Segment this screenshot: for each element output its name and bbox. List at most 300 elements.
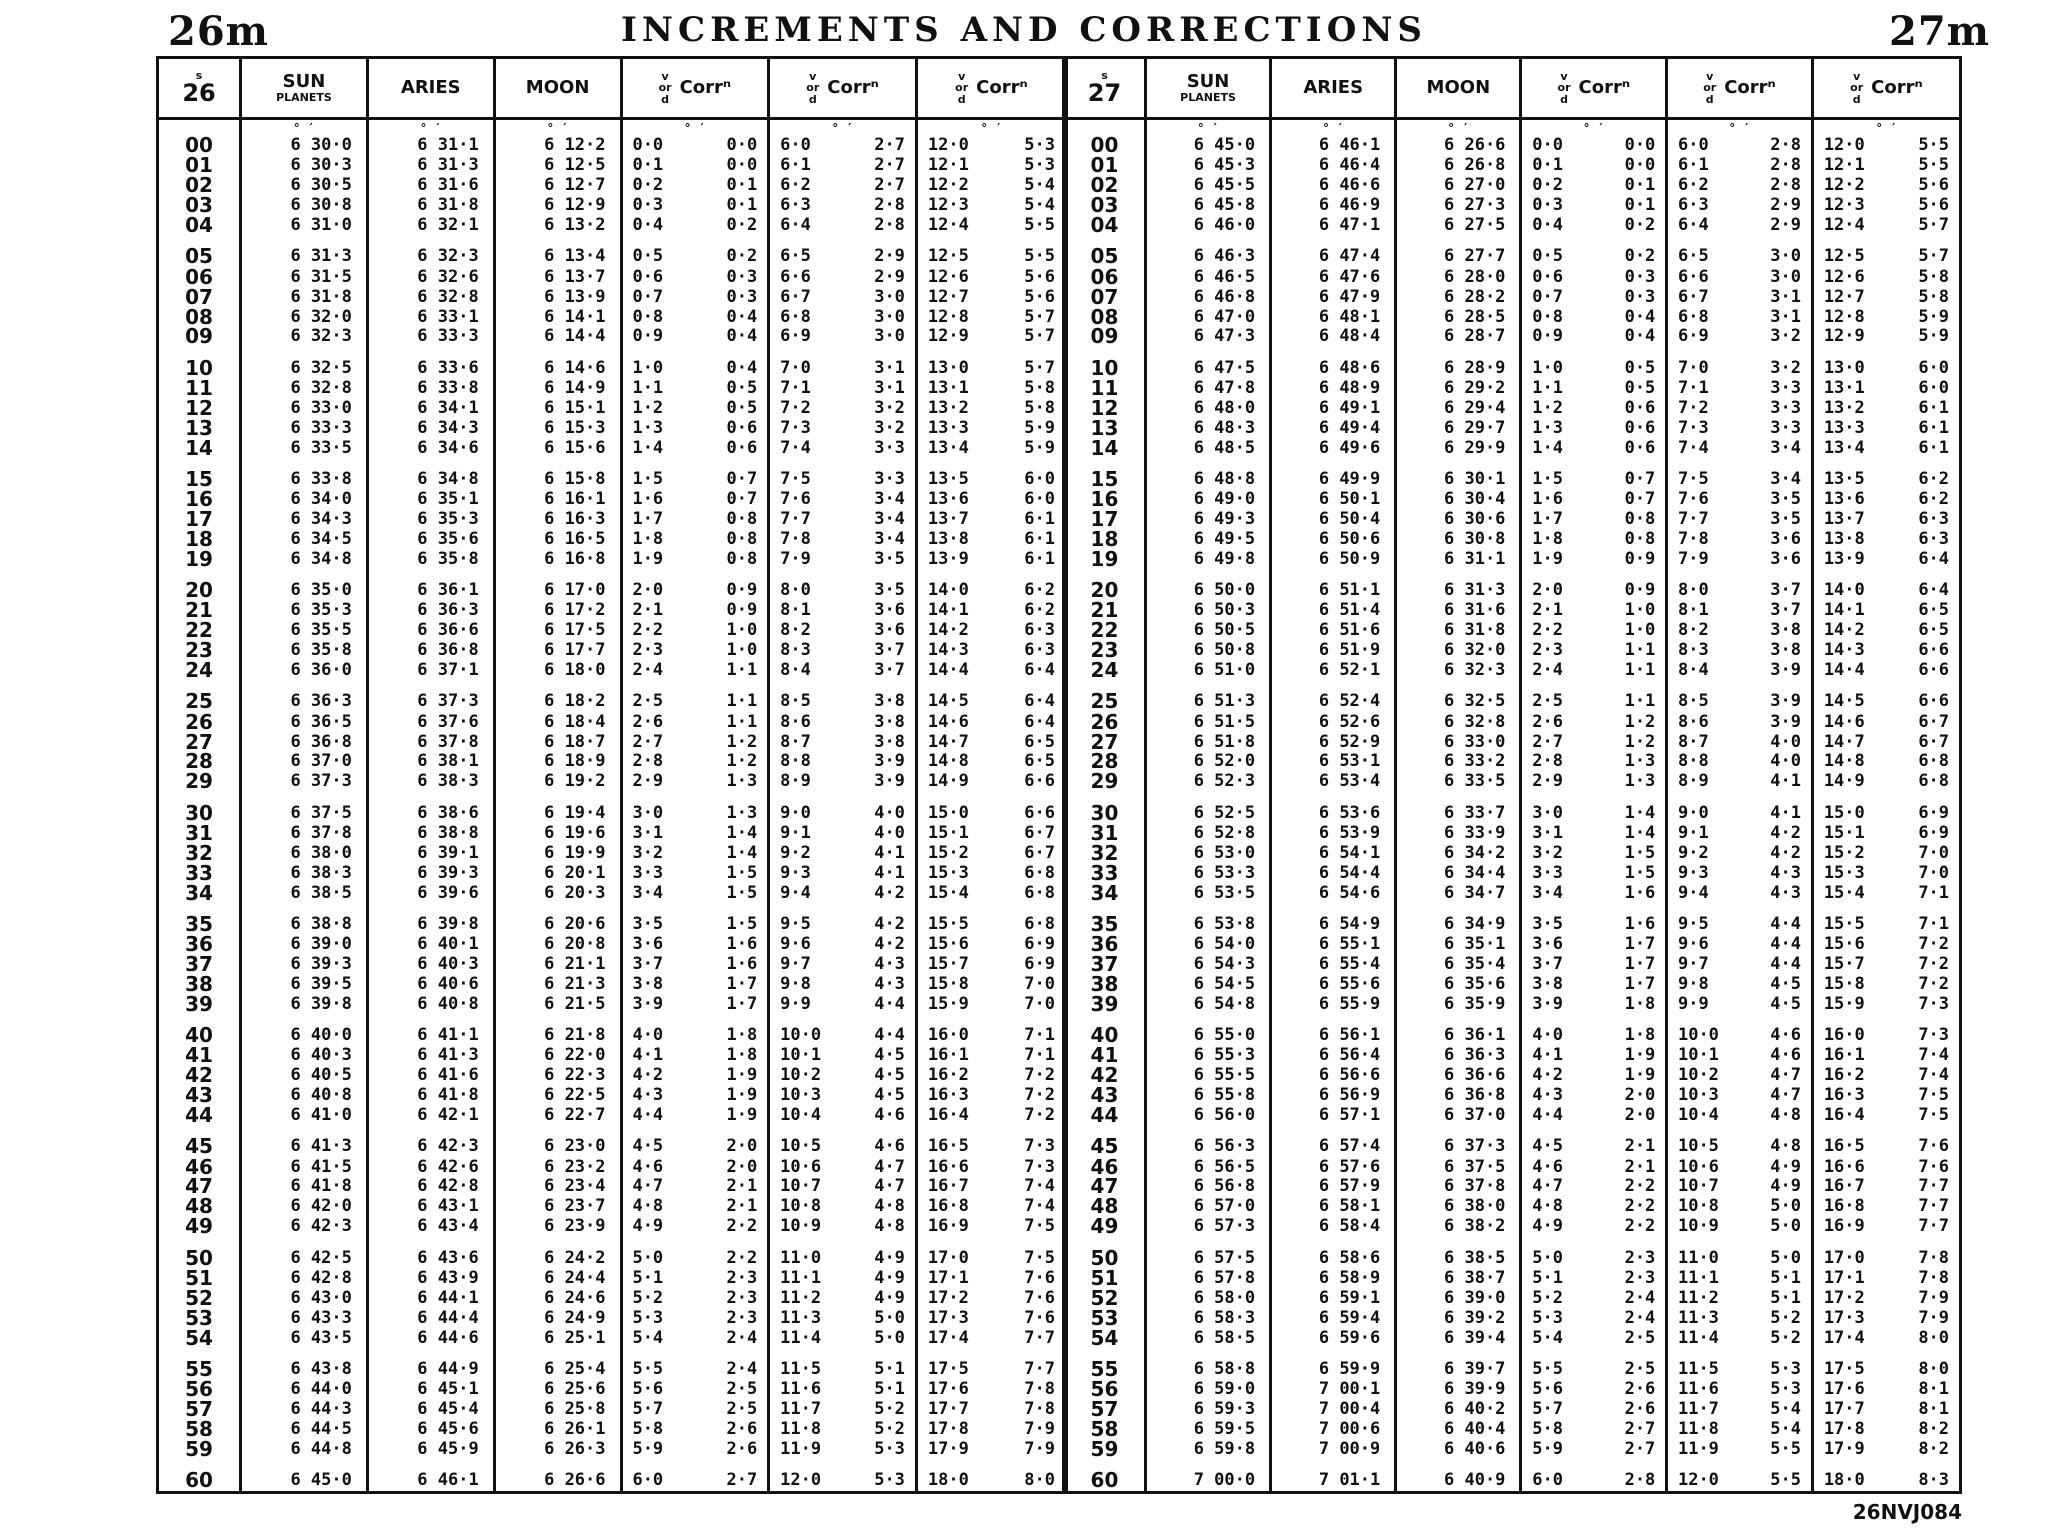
v-or-d-value: 6·7	[780, 286, 811, 307]
corr-value: 2·2	[1624, 1176, 1656, 1197]
aries-cell: 6 54·1	[1271, 843, 1396, 863]
corr-value: 1·3	[726, 802, 758, 823]
aries-cell: 6 31·3	[367, 156, 494, 176]
corr-value: 4·4	[1770, 934, 1802, 955]
v-or-d-value: 12·9	[1823, 326, 1865, 347]
correction-cell	[621, 156, 769, 176]
v-or-d-value: 11·1	[780, 1267, 822, 1288]
corr-value: 4·6	[874, 1136, 905, 1157]
v-or-d-value: 4·6	[632, 1156, 664, 1177]
corr-value: 8·1	[1918, 1398, 1950, 1419]
correction-cell	[621, 1157, 769, 1177]
aries-cell: 6 34·6	[367, 438, 494, 458]
corr-value: 6·8	[1024, 862, 1055, 883]
seconds-cell: 53	[159, 1308, 241, 1328]
corr-value: 4·1	[874, 842, 905, 863]
seconds-cell: 36	[1065, 935, 1145, 955]
aries-cell: 6 33·3	[367, 327, 494, 347]
correction-cell	[1667, 641, 1813, 661]
correction-cell	[1521, 1268, 1667, 1288]
corr-value: 0·8	[726, 548, 758, 569]
correction-cell	[1812, 792, 1959, 823]
v-or-d-value: 16·5	[1823, 1136, 1865, 1157]
v-or-d-value: 1·4	[632, 437, 664, 458]
corr-value: 5·8	[1918, 286, 1950, 307]
corr-value: 3·0	[874, 326, 905, 347]
moon-cell: 6 28·2	[1396, 287, 1521, 307]
v-or-d-value: 8·9	[780, 771, 811, 792]
seconds-cell: 45	[1065, 1126, 1145, 1157]
seconds-cell: 01	[1065, 156, 1145, 176]
sun-planets-cell: 6 47·5	[1145, 347, 1270, 378]
corr-value: 6·5	[1024, 751, 1055, 772]
corr-value: 0·7	[726, 489, 758, 510]
correction-cell	[1667, 287, 1813, 307]
sun-planets-cell: 6 34·0	[241, 490, 368, 510]
corr-value: 2·1	[1624, 1156, 1656, 1177]
correction-cell	[1812, 1157, 1959, 1177]
correction-cell	[1812, 176, 1959, 196]
sun-planets-cell: 6 57·0	[1145, 1197, 1270, 1217]
v-or-d-value: 17·7	[1823, 1398, 1865, 1419]
correction-cell	[1812, 935, 1959, 955]
correction-cell	[916, 792, 1065, 823]
correction-cell	[1812, 641, 1959, 661]
corr-value: 7·2	[1918, 973, 1950, 994]
aries-cell: 7 00·9	[1271, 1439, 1396, 1459]
v-or-d-value: 2·0	[1532, 580, 1563, 601]
seconds-cell: 23	[159, 641, 241, 661]
moon-cell: 6 26·3	[494, 1439, 621, 1459]
v-or-d-value: 17·1	[927, 1267, 969, 1288]
seconds-cell: 16	[159, 490, 241, 510]
corr-value: 5·9	[1024, 437, 1055, 458]
v-or-d-value: 5·1	[1532, 1267, 1563, 1288]
correction-cell	[1812, 1106, 1959, 1126]
v-or-d-value: 2·6	[632, 711, 664, 732]
seconds-cell: 60	[159, 1459, 241, 1491]
correction-cell	[916, 935, 1065, 955]
aries-cell: 6 44·6	[367, 1328, 494, 1348]
v-or-d-value: 16·2	[1823, 1065, 1865, 1086]
unit-mark-cell: ° ′	[1396, 119, 1521, 137]
table-row	[1065, 267, 1959, 287]
corr-value: 2·1	[726, 1176, 758, 1197]
correction-cell	[916, 156, 1065, 176]
moon-cell: 6 15·8	[494, 458, 621, 489]
aries-cell: 6 38·6	[367, 792, 494, 823]
table-row	[1065, 156, 1959, 176]
corr-value: 5·9	[1918, 326, 1950, 347]
correction-cell	[1667, 176, 1813, 196]
seconds-cell: 08	[1065, 307, 1145, 327]
correction-cell	[916, 1399, 1065, 1419]
unit-mark-cell: ° ′	[1667, 119, 1813, 137]
correction-cell	[621, 196, 769, 216]
table-row	[1065, 863, 1959, 883]
moon-cell: 6 17·7	[494, 641, 621, 661]
table-row	[159, 601, 1065, 621]
v-or-d-value: 0·4	[1532, 215, 1563, 236]
correction-cell	[769, 378, 917, 398]
corr-label: Corrⁿ	[1871, 76, 1923, 98]
sun-planets-cell: 6 44·5	[241, 1419, 368, 1439]
moon-cell: 6 27·0	[1396, 176, 1521, 196]
corr-value: 8·3	[1918, 1470, 1950, 1491]
v-or-d-value: 8·6	[1677, 711, 1709, 732]
correction-cell	[621, 843, 769, 863]
v-or-d-value: 17·9	[927, 1438, 969, 1459]
corr-value: 0·5	[726, 397, 758, 418]
table-row	[1065, 955, 1959, 975]
moon-cell: 6 21·3	[494, 974, 621, 994]
v-or-d-value: 2·5	[632, 691, 664, 712]
table-row	[159, 863, 1065, 883]
corr-value: 4·2	[1770, 842, 1802, 863]
moon-cell: 6 25·8	[494, 1399, 621, 1419]
sun-planets-cell: 6 48·5	[1145, 438, 1270, 458]
corr-value: 3·6	[1770, 528, 1802, 549]
seconds-cell: 50	[1065, 1237, 1145, 1268]
correction-cell	[769, 883, 917, 903]
correction-cell	[621, 1268, 769, 1288]
correction-cell	[621, 549, 769, 569]
correction-cell	[1667, 418, 1813, 438]
correction-cell	[1667, 863, 1813, 883]
v-or-d-value: 13·8	[1823, 528, 1865, 549]
corr-value: 3·8	[1770, 620, 1802, 641]
sun-planets-cell: 6 43·8	[241, 1348, 368, 1379]
corr-value: 4·9	[874, 1247, 905, 1268]
table-row	[1065, 307, 1959, 327]
corr-value: 0·8	[726, 509, 758, 530]
corr-value: 4·9	[874, 1267, 905, 1288]
seconds-cell: 48	[159, 1197, 241, 1217]
sun-planets-cell: 6 39·5	[241, 974, 368, 994]
correction-cell	[621, 236, 769, 267]
corr-value: 1·7	[726, 973, 758, 994]
moon-cell: 6 16·5	[494, 530, 621, 550]
moon-cell: 6 13·4	[494, 236, 621, 267]
sun-planets-cell: 6 41·5	[241, 1157, 368, 1177]
v-or-d-value: 13·2	[1823, 397, 1865, 418]
correction-cell	[1812, 1086, 1959, 1106]
correction-cell	[916, 398, 1065, 418]
v-or-d-value: 4·6	[1532, 1156, 1563, 1177]
v-or-d-value: 0·7	[1532, 286, 1563, 307]
v-or-d-value: 9·5	[780, 913, 811, 934]
v-or-d-value: 4·4	[632, 1105, 664, 1126]
v-or-d-value: 11·3	[780, 1307, 822, 1328]
v-or-d-value: 0·2	[1532, 175, 1563, 196]
aries-cell: 6 48·4	[1271, 327, 1396, 347]
correction-cell	[1667, 903, 1813, 934]
correction-cell	[621, 216, 769, 236]
sun-planets-cell: 6 30·5	[241, 176, 368, 196]
v-or-d-value: 15·6	[1823, 934, 1865, 955]
corr-value: 5·2	[874, 1418, 905, 1439]
v-or-d-value: 4·1	[1532, 1045, 1563, 1066]
sun-planets-cell: 6 47·8	[1145, 378, 1270, 398]
v-or-d-value: 17·7	[927, 1398, 969, 1419]
v-or-d-value: 5·8	[632, 1418, 664, 1439]
v-or-d-value: 15·1	[927, 822, 969, 843]
sun-planets-cell: 6 32·5	[241, 347, 368, 378]
corr-value: 7·5	[1024, 1247, 1055, 1268]
seconds-cell: 22	[1065, 621, 1145, 641]
corr-value: 0·9	[1624, 548, 1656, 569]
seconds-cell: 01	[159, 156, 241, 176]
correction-cell	[769, 267, 917, 287]
moon-cell: 6 23·2	[494, 1157, 621, 1177]
seconds-cell: 38	[1065, 974, 1145, 994]
v-or-d-value: 7·9	[780, 548, 811, 569]
moon-cell: 6 29·4	[1396, 398, 1521, 418]
corr-value: 0·5	[726, 377, 758, 398]
seconds-cell: 37	[1065, 955, 1145, 975]
correction-cell	[621, 1459, 769, 1491]
v-or-d-value: 6·0	[1677, 135, 1709, 156]
aries-cell: 6 53·1	[1271, 752, 1396, 772]
planets-label: PLANETS	[1180, 90, 1236, 104]
correction-cell	[769, 1288, 917, 1308]
correction-cell	[769, 843, 917, 863]
sun-planets-cell: 6 35·8	[241, 641, 368, 661]
corr-value: 3·6	[1770, 548, 1802, 569]
sun-planets-cell: 6 42·3	[241, 1217, 368, 1237]
sun-planets-cell: 6 52·8	[1145, 823, 1270, 843]
aries-cell: 6 54·6	[1271, 883, 1396, 903]
sun-planets-cell: 6 39·0	[241, 935, 368, 955]
seconds-cell: 47	[1065, 1177, 1145, 1197]
correction-cell	[1667, 1197, 1813, 1217]
table-row	[159, 792, 1065, 823]
correction-cell	[916, 974, 1065, 994]
correction-cell	[769, 458, 917, 489]
correction-cell	[621, 490, 769, 510]
corr-value: 4·1	[874, 862, 905, 883]
table-row	[159, 569, 1065, 600]
correction-cell	[1812, 510, 1959, 530]
v-or-d-label: v or d	[1850, 69, 1864, 106]
v-or-d-value: 15·8	[1823, 973, 1865, 994]
corr-value: 2·8	[874, 215, 905, 236]
seconds-cell: 54	[159, 1328, 241, 1348]
moon-cell: 6 28·9	[1396, 347, 1521, 378]
table-row	[159, 1157, 1065, 1177]
seconds-cell: 25	[1065, 681, 1145, 712]
v-or-d-value: 0·8	[1532, 306, 1563, 327]
aries-cell: 6 45·6	[367, 1419, 494, 1439]
seconds-cell: 10	[159, 347, 241, 378]
unit-mark-cell: ° ′	[1271, 119, 1396, 137]
corr-value: 6·2	[1918, 468, 1950, 489]
correction-cell	[1812, 327, 1959, 347]
page-title: INCREMENTS AND CORRECTIONS	[621, 10, 1427, 50]
correction-cell	[1812, 661, 1959, 681]
table-row	[159, 196, 1065, 216]
v-or-d-value: 16·1	[1823, 1045, 1865, 1066]
table-row	[1065, 823, 1959, 843]
correction-cell	[1521, 307, 1667, 327]
correction-cell	[1812, 681, 1959, 712]
aries-cell: 6 39·6	[367, 883, 494, 903]
aries-cell: 6 33·6	[367, 347, 494, 378]
sun-planets-cell: 6 51·0	[1145, 661, 1270, 681]
v-or-d-value: 11·2	[1677, 1287, 1719, 1308]
v-or-d-value: 11·8	[780, 1418, 822, 1439]
corr-value: 6·6	[1918, 660, 1950, 681]
moon-cell: 6 22·5	[494, 1086, 621, 1106]
seconds-cell: 21	[159, 601, 241, 621]
v-or-d-value: 10·1	[1677, 1045, 1719, 1066]
correction-cell	[769, 1217, 917, 1237]
v-or-d-value: 14·4	[1823, 660, 1865, 681]
seconds-cell: 20	[1065, 569, 1145, 600]
seconds-cell: 50	[159, 1237, 241, 1268]
v-or-d-value: 4·1	[632, 1045, 664, 1066]
corr-value: 0·1	[726, 175, 758, 196]
correction-cell	[1521, 458, 1667, 489]
corr-value: 3·1	[1770, 286, 1802, 307]
v-or-d-value: 13·1	[927, 377, 969, 398]
table-row	[159, 883, 1065, 903]
sun-planets-cell: 6 48·8	[1145, 458, 1270, 489]
sun-planets-cell: 6 30·0	[241, 136, 368, 156]
sun-planets-cell: 6 42·0	[241, 1197, 368, 1217]
moon-cell: 6 31·6	[1396, 601, 1521, 621]
v-or-d-value: 11·8	[1677, 1418, 1719, 1439]
corr-value: 3·7	[874, 660, 905, 681]
v-or-d-value: 13·9	[927, 548, 969, 569]
seconds-cell: 00	[159, 136, 241, 156]
corr-value: 6·3	[1024, 620, 1055, 641]
moon-cell: 6 21·5	[494, 994, 621, 1014]
correction-cell	[1667, 569, 1813, 600]
seconds-cell: 04	[1065, 216, 1145, 236]
v-or-d-value: 16·9	[927, 1216, 969, 1237]
table-row	[159, 156, 1065, 176]
table-row	[1065, 530, 1959, 550]
correction-cell	[769, 732, 917, 752]
table-row	[1065, 1157, 1959, 1177]
aries-cell: 6 32·3	[367, 236, 494, 267]
moon-cell: 6 38·2	[1396, 1217, 1521, 1237]
aries-cell: 6 59·4	[1271, 1308, 1396, 1328]
sun-planets-cell: 6 51·3	[1145, 681, 1270, 712]
v-or-d-value: 18·0	[927, 1470, 969, 1491]
v-or-d-value: 1·0	[1532, 357, 1563, 378]
correction-cell	[621, 1066, 769, 1086]
moon-cell: 6 17·2	[494, 601, 621, 621]
seconds-cell: 29	[1065, 772, 1145, 792]
v-or-d-value: 2·2	[1532, 620, 1563, 641]
v-or-d-value: 11·5	[780, 1358, 822, 1379]
v-or-d-value: 16·4	[927, 1105, 969, 1126]
v-or-d-value: 10·9	[1677, 1216, 1719, 1237]
correction-cell	[1667, 1177, 1813, 1197]
v-or-d-value: 14·2	[927, 620, 969, 641]
corr-value: 4·3	[874, 953, 905, 974]
correction-cell	[621, 621, 769, 641]
corr-value: 2·5	[726, 1378, 758, 1399]
sun-planets-cell: 6 50·5	[1145, 621, 1270, 641]
corr-value: 0·8	[1624, 528, 1656, 549]
v-or-d-value: 9·6	[1677, 934, 1709, 955]
v-or-d-value: 9·2	[1677, 842, 1709, 863]
aries-cell: 6 42·3	[367, 1126, 494, 1157]
correction-cell	[1521, 621, 1667, 641]
corr-value: 0·8	[726, 528, 758, 549]
corr-value: 5·1	[874, 1358, 905, 1379]
corr-value: 4·2	[874, 882, 905, 903]
correction-cell	[1812, 267, 1959, 287]
correction-cell	[916, 1419, 1065, 1439]
v-or-d-value: 1·9	[632, 548, 664, 569]
moon-cell: 6 31·1	[1396, 549, 1521, 569]
corr-value: 7·4	[1918, 1065, 1950, 1086]
table-row	[159, 1086, 1065, 1106]
seconds-cell: 11	[159, 378, 241, 398]
sun-planets-cell: 6 54·5	[1145, 974, 1270, 994]
v-or-d-value: 0·5	[1532, 246, 1563, 267]
aries-cell: 6 35·3	[367, 510, 494, 530]
table-row	[1065, 883, 1959, 903]
corr-value: 4·0	[874, 822, 905, 843]
correction-cell	[1812, 1419, 1959, 1439]
correction-cell	[1812, 378, 1959, 398]
v-or-d-value: 1·0	[632, 357, 664, 378]
correction-cell	[1521, 601, 1667, 621]
correction-cell	[1521, 661, 1667, 681]
corr-value: 7·4	[1024, 1196, 1055, 1217]
v-or-d-value: 15·6	[927, 934, 969, 955]
corr-value: 6·3	[1918, 528, 1950, 549]
aries-cell: 6 56·1	[1271, 1014, 1396, 1045]
seconds-cell: 11	[1065, 378, 1145, 398]
v-or-d-value: 17·3	[927, 1307, 969, 1328]
v-or-d-value: 2·9	[1532, 771, 1563, 792]
aries-cell: 6 40·1	[367, 935, 494, 955]
corr-value: 7·6	[1918, 1136, 1950, 1157]
correction-cell	[1812, 883, 1959, 903]
v-or-d-value: 13·6	[1823, 489, 1865, 510]
table-row	[1065, 378, 1959, 398]
correction-cell	[916, 438, 1065, 458]
correction-cell	[621, 661, 769, 681]
correction-cell	[621, 732, 769, 752]
correction-cell	[1667, 974, 1813, 994]
corr-value: 0·3	[726, 286, 758, 307]
correction-cell	[1667, 621, 1813, 641]
corr-value: 5·2	[874, 1398, 905, 1419]
seconds-cell: 17	[1065, 510, 1145, 530]
table-row	[159, 681, 1065, 712]
v-or-d-value: 9·5	[1677, 913, 1709, 934]
v-or-d-value: 15·5	[927, 913, 969, 934]
corr-value: 0·6	[1624, 397, 1656, 418]
v-or-d-value: 0·2	[632, 175, 664, 196]
corr-value: 8·2	[1918, 1438, 1950, 1459]
aries-cell: 6 56·6	[1271, 1066, 1396, 1086]
correction-cell	[1667, 1348, 1813, 1379]
v-or-d-value: 0·3	[632, 195, 664, 216]
corr-value: 3·2	[1770, 357, 1802, 378]
correction-cell	[916, 681, 1065, 712]
corr-value: 1·8	[1624, 1025, 1656, 1046]
correction-cell	[916, 863, 1065, 883]
corr-value: 2·0	[1624, 1105, 1656, 1126]
